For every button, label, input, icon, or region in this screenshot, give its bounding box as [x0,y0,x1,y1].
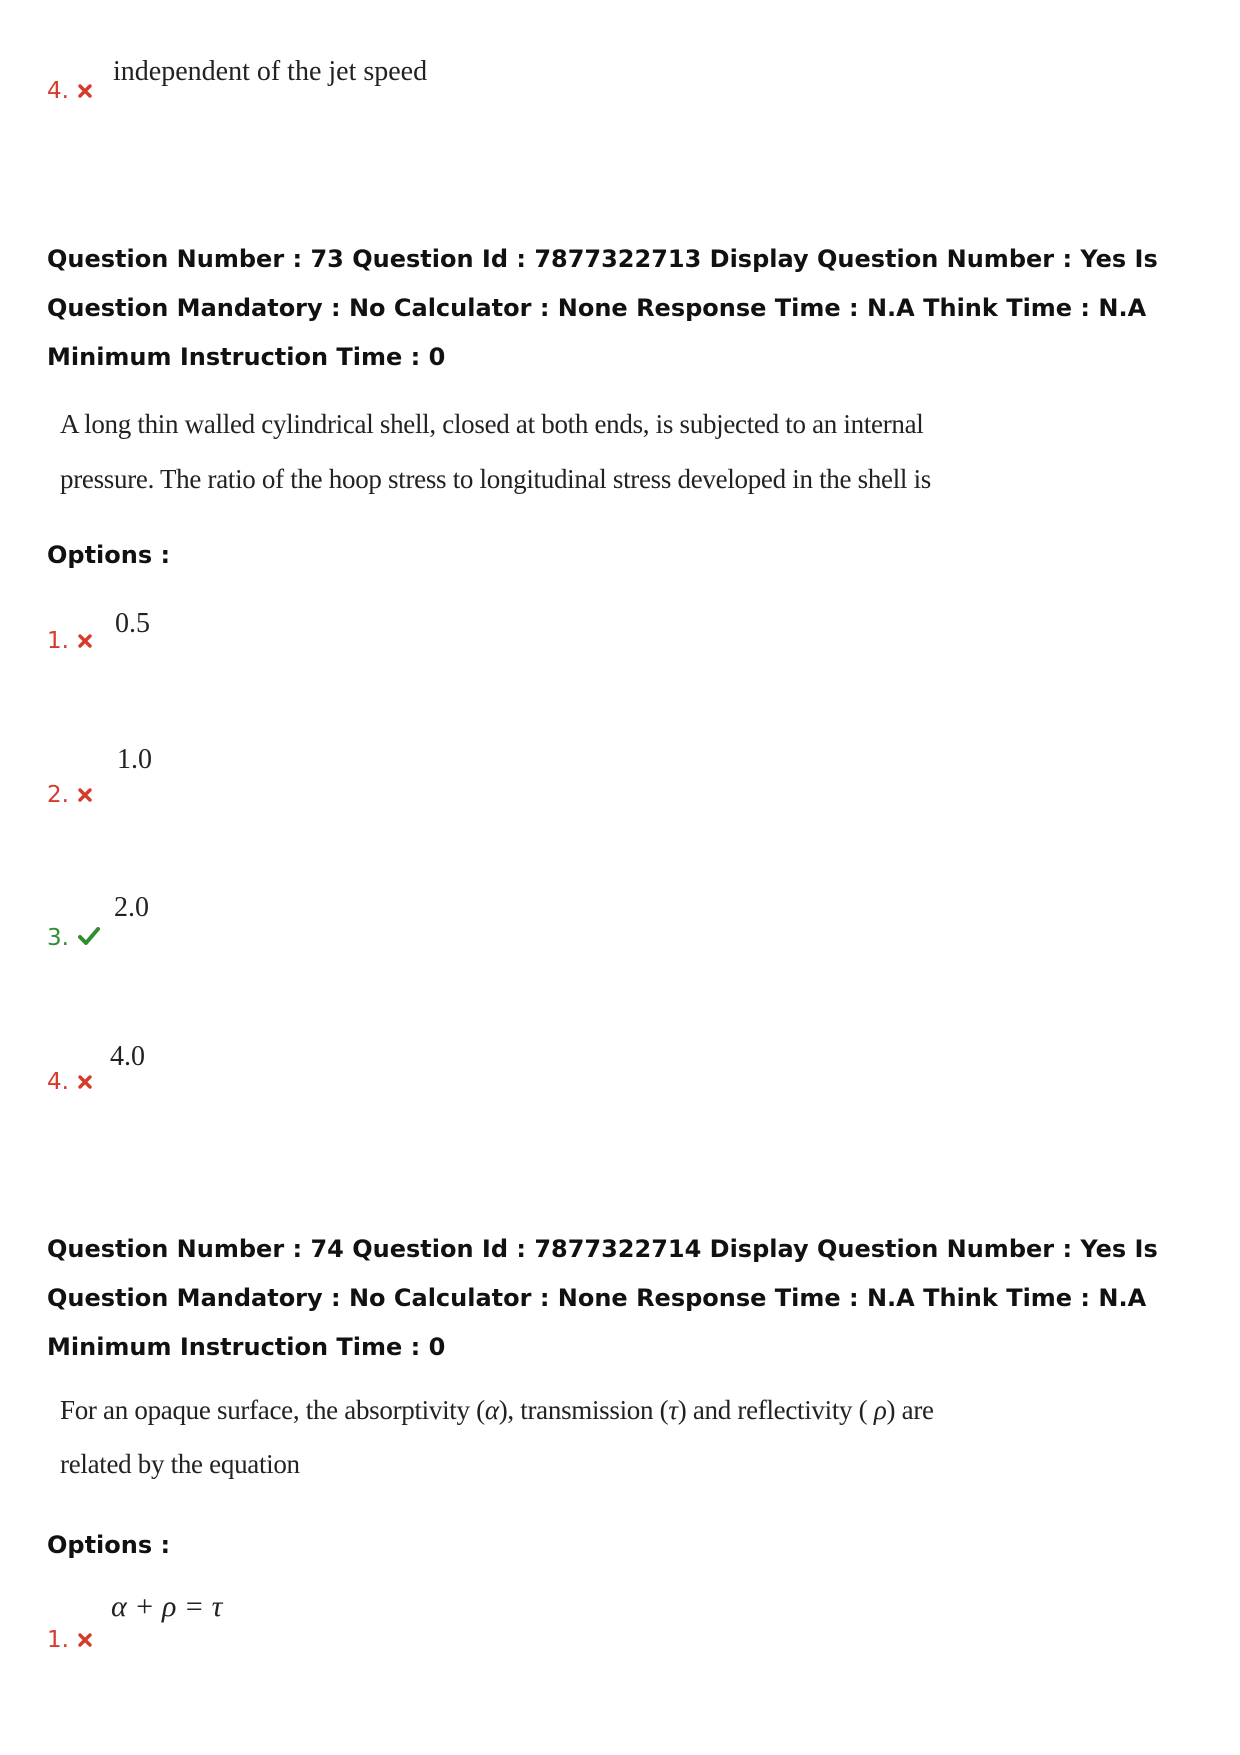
question-73-text-line-2: pressure. The ratio of the hoop stress to longitudinal stress developed in the shell is [60,464,931,494]
cross-icon [78,1629,92,1652]
prev-option-4-marker [47,80,92,103]
option-number: 1. [47,628,69,654]
option-number: 4. [47,1069,69,1095]
question-73-options-label: Options : [47,541,171,569]
q73-option-4-marker [47,1071,92,1094]
question-74-text-part-3: ) and reflectivity ( [677,1395,874,1425]
q74-option-1-marker [47,1629,92,1652]
q73-option-4-text: 4.0 [110,1041,145,1072]
alpha-symbol: α [484,1395,499,1425]
option-number: 3. [47,925,69,951]
q74-option-1-text: α + ρ = τ [111,1590,223,1623]
question-74-text-part-1: For an opaque surface, the absorptivity ( [60,1395,485,1425]
q73-option-2-marker [47,784,92,807]
prev-option-4-text: independent of the jet speed [113,56,428,87]
question-74-options-label: Options : [47,1531,171,1559]
cross-icon [78,1071,92,1094]
cross-icon [78,80,92,103]
cross-icon [78,630,92,653]
q73-option-2-text: 1.0 [117,744,152,775]
option-number: 1. [47,1627,69,1653]
option-number: 4. [47,78,69,104]
question-74-text-part-2: ), transmission ( [498,1395,669,1425]
option-number: 2. [47,782,69,808]
question-74-text-line-1 [60,1383,934,1438]
question-73-header: Question Number : 73 Question Id : 7877322713 Display Question Number : Yes Is Question Mandatory : No Calculator : None Response Time : N.A Think Time : N.A Minimum Instruction Time : 0 [47,245,1158,371]
tau-symbol: τ [668,1395,678,1425]
question-74-text-part-4: ) are [886,1395,934,1425]
cross-icon [78,784,92,807]
question-74-header: Question Number : 74 Question Id : 7877322714 Display Question Number : Yes Is Question Mandatory : No Calculator : None Response Time : N.A Think Time : N.A Minimum Instruction Time : 0 [47,1235,1158,1361]
q73-option-3-marker [47,927,100,950]
q73-option-3-text: 2.0 [114,892,149,923]
rho-symbol: ρ [873,1395,887,1425]
question-73-text-line-1: A long thin walled cylindrical shell, closed at both ends, is subjected to an internal [60,409,924,439]
q73-option-1-text: 0.5 [115,608,150,639]
check-icon [78,927,100,950]
question-74-text-line-2: related by the equation [60,1449,300,1479]
q73-option-1-marker [47,630,92,653]
